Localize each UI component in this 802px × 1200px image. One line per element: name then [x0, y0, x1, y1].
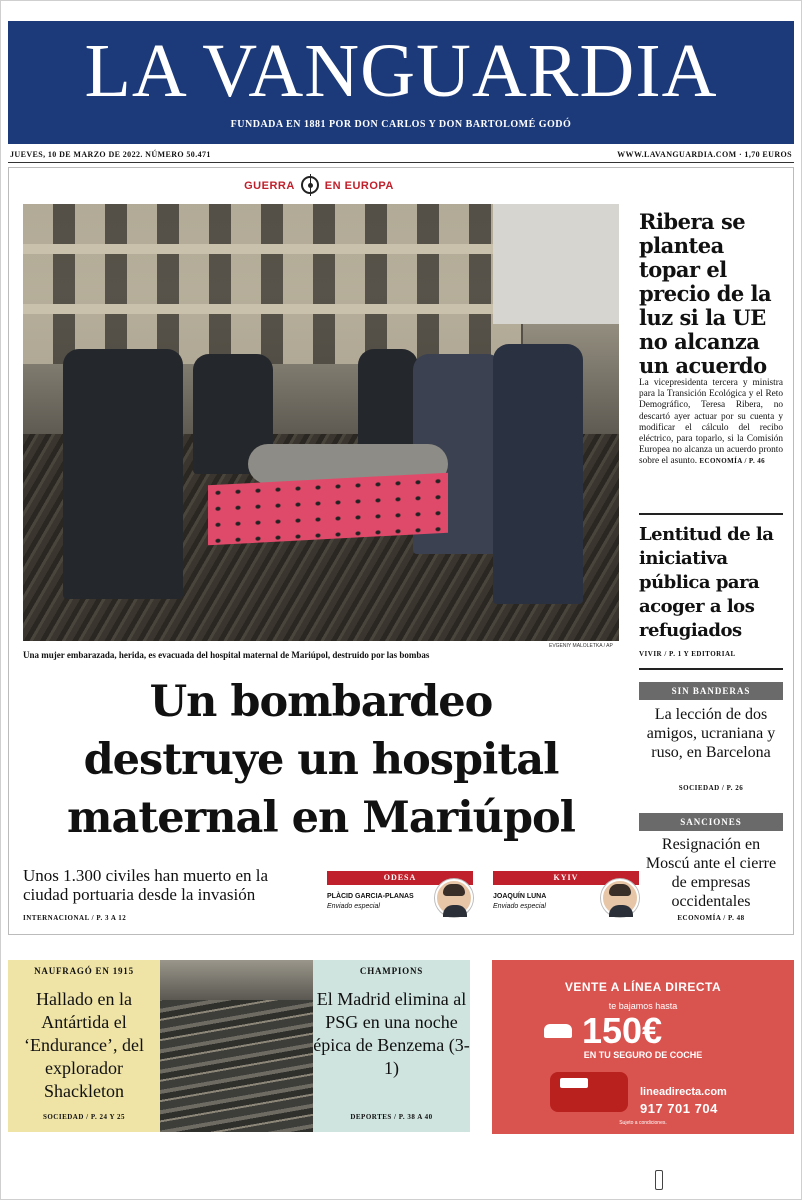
- photo-soldier: [63, 349, 183, 599]
- photo-floor: [23, 244, 523, 254]
- site-price: WWW.LAVANGUARDIA.COM · 1,70 EUROS: [617, 150, 792, 159]
- side-story-energy-ref: ECONOMÍA / P. 46: [699, 457, 766, 466]
- tag-sanciones: SANCIONES: [639, 813, 783, 831]
- lead-headline[interactable]: [23, 673, 619, 847]
- side-story-refugees-ref: VIVIR / P. 1 Y EDITORIAL: [639, 650, 736, 658]
- side-story-moscow-headline[interactable]: Resignación en Moscú ante el cierre de empresas occidentales: [645, 836, 777, 910]
- divider: [639, 668, 783, 670]
- teaser-headline: Hallado en la Antártida el ‘Endurance’, del explorador Shackleton: [24, 989, 144, 1101]
- headline-line: Un bombardeo: [149, 677, 493, 727]
- kicker-left: GUERRA: [244, 180, 295, 192]
- divider: [639, 513, 783, 515]
- lead-page-ref: INTERNACIONAL / P. 3 A 12: [23, 914, 127, 922]
- ad-amount: 150€: [582, 1010, 663, 1051]
- crosshair-icon: [301, 176, 319, 194]
- photo-caption: Una mujer embarazada, herida, es evacuada del hospital maternal de Mariúpol, destruido por las bombas: [23, 650, 430, 660]
- masthead-title: LA VANGUARDIA: [84, 29, 718, 113]
- teaser-ref: DEPORTES / P. 38 A 40: [350, 1113, 433, 1121]
- side-story-energy-text: La vicepresidenta tercera y ministra para la Transición Ecológica y el Reto Demográfico, Teresa Ribera, no descartó ayer actuar por su cuenta y modificar el cálculo del recibo eléctrico, para toparlo, si la Comisión Europea no alcanza un acuerdo pronto sobre el asunto.: [639, 378, 783, 467]
- teaser-tag: CHAMPIONS: [359, 966, 424, 976]
- teaser-tag: NAUFRAGÓ EN 1915: [34, 966, 134, 976]
- lead-photo[interactable]: [23, 204, 619, 641]
- photo-credit: EVGENIY MALOLETKA / AP: [549, 643, 613, 649]
- ad-fine-print: Sujeto a condiciones.: [619, 1120, 667, 1126]
- main-story-box: [8, 167, 794, 935]
- envoy-kyiv[interactable]: [493, 871, 639, 921]
- envoy-name: PLÀCID GARCIA-PLANAS: [327, 893, 414, 900]
- photo-soldier: [493, 344, 583, 604]
- phone-icon: [550, 1072, 628, 1112]
- dateline: [8, 149, 794, 163]
- ad-line1: VENTE A LÍNEA DIRECTA: [564, 980, 722, 994]
- envoy-name: JOAQUÍN LUNA: [493, 893, 547, 900]
- tag-sin-banderas: SIN BANDERAS: [639, 682, 783, 700]
- photo-ice: [160, 960, 313, 1000]
- page-mark: [655, 1170, 663, 1190]
- side-story-energy-headline[interactable]: Ribera se plantea topar el precio de la luz si la UE no alcanza un acuerdo: [639, 209, 772, 378]
- advertisement[interactable]: [492, 960, 794, 1134]
- ad-phone: 917 701 704: [640, 1101, 718, 1116]
- envoy-city: KYIV: [493, 871, 639, 885]
- envoy-odesa[interactable]: [327, 871, 473, 921]
- car-icon: [544, 1024, 572, 1038]
- avatar: [435, 879, 473, 917]
- photo-soldier: [358, 349, 418, 449]
- teaser-headline: El Madrid elimina al PSG en una noche épica de Benzema (3-1): [313, 989, 470, 1078]
- envoy-role: Enviado especial: [493, 903, 546, 910]
- side-story-refugees-headline[interactable]: Lentitud de la iniciativa pública para acoger a los refugiados: [639, 524, 774, 641]
- avatar: [601, 879, 639, 917]
- headline-line: maternal en Mariúpol: [66, 793, 576, 843]
- envoy-role: Enviado especial: [327, 903, 380, 910]
- lead-deck: Unos 1.300 civiles han muerto en la ciudad portuaria desde la invasión: [23, 866, 269, 904]
- side-story-friends-ref: SOCIEDAD / P. 26: [678, 784, 744, 792]
- endurance-photo[interactable]: [160, 960, 313, 1132]
- side-story-moscow-ref: ECONOMÍA / P. 48: [677, 914, 745, 922]
- ad-site: lineadirecta.com: [640, 1086, 727, 1098]
- headline-line: destruye un hospital: [83, 735, 559, 785]
- kicker-right: EN EUROPA: [324, 180, 394, 192]
- teaser-endurance[interactable]: [8, 960, 160, 1132]
- teaser-champions[interactable]: [313, 960, 470, 1132]
- photo-stretcher: [208, 473, 448, 546]
- side-story-energy-body: [639, 378, 783, 468]
- teaser-ref: SOCIEDAD / P. 24 Y 25: [42, 1113, 126, 1121]
- masthead-subtitle: FUNDADA EN 1881 POR DON CARLOS Y DON BARTOLOMÉ GODÓ: [230, 119, 572, 130]
- section-kicker: [9, 176, 629, 194]
- photo-building: [23, 204, 523, 364]
- ad-line3: EN TU SEGURO DE COCHE: [583, 1050, 703, 1060]
- ad-line2: te bajamos hasta: [608, 1001, 678, 1011]
- side-story-friends-headline[interactable]: La lección de dos amigos, ucraniana y ruso, en Barcelona: [646, 706, 776, 761]
- photo-sky: [493, 204, 619, 324]
- date-issue: JUEVES, 10 DE MARZO DE 2022. NÚMERO 50.471: [10, 150, 211, 159]
- envoy-city: ODESA: [327, 871, 473, 885]
- masthead[interactable]: [8, 21, 794, 144]
- photo-floor: [23, 304, 523, 314]
